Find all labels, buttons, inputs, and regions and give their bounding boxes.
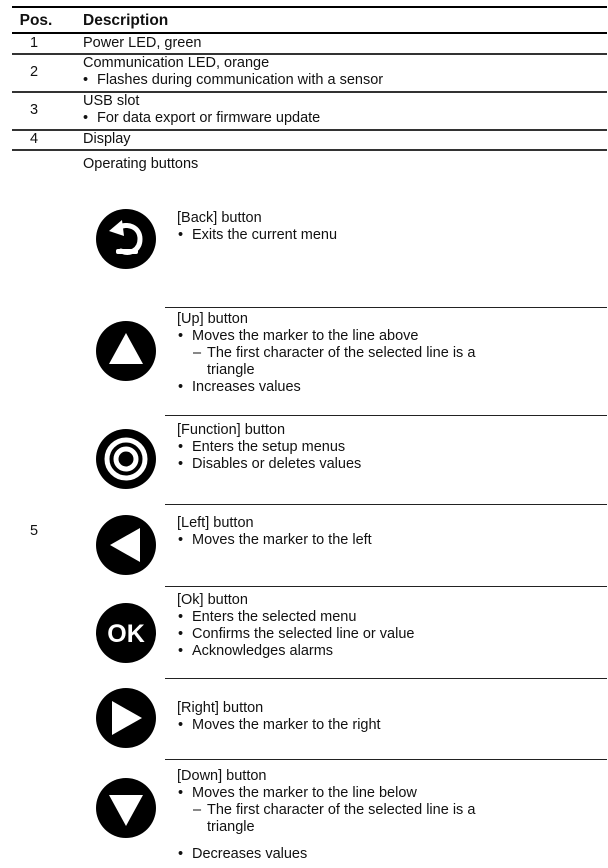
ok-icon bbox=[95, 602, 157, 664]
row-1-title: Power LED, green bbox=[83, 35, 202, 51]
ok-button-line-3: • Acknowledges alarms bbox=[192, 643, 333, 660]
right-separator bbox=[165, 759, 607, 760]
function-separator bbox=[165, 504, 607, 505]
header-description: Description bbox=[83, 12, 169, 29]
row-5-pos: 5 bbox=[29, 523, 39, 539]
back-button-name: [Back] button bbox=[177, 210, 262, 226]
back-separator bbox=[165, 307, 607, 308]
back-button-line: • Exits the current menu bbox=[192, 227, 337, 244]
ok-button-name: [Ok] button bbox=[177, 592, 248, 608]
row-5-title: Operating buttons bbox=[83, 156, 199, 172]
right-button-name: [Right] button bbox=[177, 700, 264, 716]
down-button-name: [Down] button bbox=[177, 768, 267, 784]
row-2-bullet: • Flashes during communication with a sensor bbox=[97, 72, 383, 89]
function-button-name: [Function] button bbox=[177, 422, 286, 438]
left-button-line: • Moves the marker to the left bbox=[192, 532, 372, 549]
up-button-name: [Up] button bbox=[177, 311, 248, 327]
ok-icon-label: OK bbox=[107, 620, 145, 648]
up-button-line-1: • Moves the marker to the line above bbox=[192, 328, 418, 345]
ok-button-line-1: • Enters the selected menu bbox=[192, 609, 356, 626]
ok-button-line-2: • Confirms the selected line or value bbox=[192, 626, 414, 643]
right-button-line: • Moves the marker to the right bbox=[192, 717, 381, 734]
left-separator bbox=[165, 586, 607, 587]
down-button-line-4: • Decreases values bbox=[192, 846, 307, 863]
up-button-line-4: • Increases values bbox=[192, 379, 301, 396]
right-triangle-icon bbox=[95, 687, 157, 749]
row-4-rule bbox=[12, 149, 607, 151]
row-3-title: USB slot bbox=[83, 93, 140, 109]
down-button-line-1: • Moves the marker to the line below bbox=[192, 785, 417, 802]
down-button-line-3: triangle bbox=[207, 819, 255, 835]
up-triangle-icon bbox=[95, 320, 157, 382]
left-button-name: [Left] button bbox=[177, 515, 254, 531]
left-triangle-icon bbox=[95, 514, 157, 576]
function-ring-icon bbox=[95, 428, 157, 490]
row-2-pos: 2 bbox=[29, 64, 39, 80]
up-separator bbox=[165, 415, 607, 416]
ok-separator bbox=[165, 678, 607, 679]
up-button-line-3: triangle bbox=[207, 362, 255, 378]
table-top-rule bbox=[12, 6, 607, 8]
row-4-title: Display bbox=[83, 131, 131, 147]
function-button-line-1: • Enters the setup menus bbox=[192, 439, 345, 456]
back-icon bbox=[95, 208, 157, 270]
down-triangle-icon bbox=[95, 777, 157, 839]
row-3-bullet: • For data export or firmware update bbox=[97, 110, 320, 127]
header-pos: Pos. bbox=[19, 12, 53, 29]
header-rule bbox=[12, 32, 607, 34]
row-2-title: Communication LED, orange bbox=[83, 55, 270, 71]
row-4-pos: 4 bbox=[29, 131, 39, 147]
row-1-pos: 1 bbox=[29, 35, 39, 51]
up-button-line-2: – The first character of the selected line is a bbox=[207, 345, 475, 362]
row-3-pos: 3 bbox=[29, 102, 39, 118]
function-button-line-2: • Disables or deletes values bbox=[192, 456, 361, 473]
down-button-line-2: – The first character of the selected line is a bbox=[207, 802, 475, 819]
